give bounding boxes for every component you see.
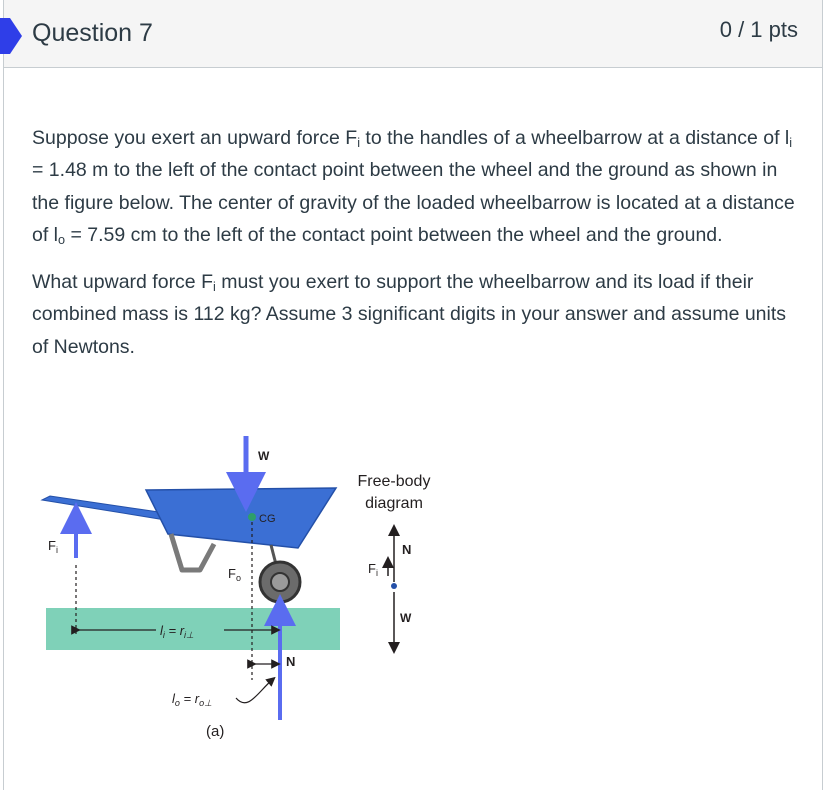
fbd-title-line-2: diagram bbox=[365, 495, 423, 512]
cg-label: CG bbox=[259, 513, 276, 525]
fbd-fi-label: $F_i$ bbox=[368, 561, 378, 578]
bookmark-flag-icon[interactable] bbox=[0, 18, 24, 54]
question-paragraph-1: Suppose you exert an upward force $F_i$ to the handles of a wheelbarrow at a distance of $l_i = 1.48$ m to the left of the contact point between the wheel and the ground as shown in the figure below. The center of gravity of the loaded wheelbarrow is located at a distance of $l_o = 7.59$ cm to the left of the contact point between the wheel and the ground. bbox=[32, 127, 795, 248]
wheelbarrow-leg bbox=[171, 534, 214, 570]
fi-label: $F_i$ bbox=[48, 538, 58, 555]
question-header bbox=[4, 0, 822, 68]
li-label: $l_i = r_{i\perp}$ bbox=[160, 623, 194, 640]
cg-dot bbox=[248, 513, 256, 521]
question-card bbox=[3, 0, 823, 790]
fbd-w-label: W bbox=[400, 611, 412, 625]
question-points: 0 / 1 pts bbox=[719, 17, 798, 42]
question-text bbox=[32, 122, 802, 363]
lo-label: $l_o = r_{o\perp}$ bbox=[172, 691, 212, 708]
normal-label: N bbox=[286, 654, 296, 669]
lo-pointer bbox=[236, 680, 272, 703]
ground bbox=[46, 608, 340, 650]
fo-label: $F_o$ bbox=[228, 566, 241, 583]
fbd-n-label: N bbox=[402, 542, 412, 557]
wheel-hub bbox=[271, 573, 289, 591]
figure-caption: (a) bbox=[206, 723, 225, 740]
question-paragraph-2: What upward force $F_i$ must you exert to support the wheelbarrow and its load if their combined mass is 112 kg? Assume 3 significant digits in your answer and assume units of Newtons. bbox=[32, 271, 787, 358]
weight-label: W bbox=[258, 449, 270, 463]
fbd-title-line-1: Free-body bbox=[357, 473, 431, 490]
fbd-point bbox=[391, 583, 397, 589]
question-title: Question 7 bbox=[32, 19, 153, 47]
wheelbarrow-figure bbox=[36, 430, 456, 750]
